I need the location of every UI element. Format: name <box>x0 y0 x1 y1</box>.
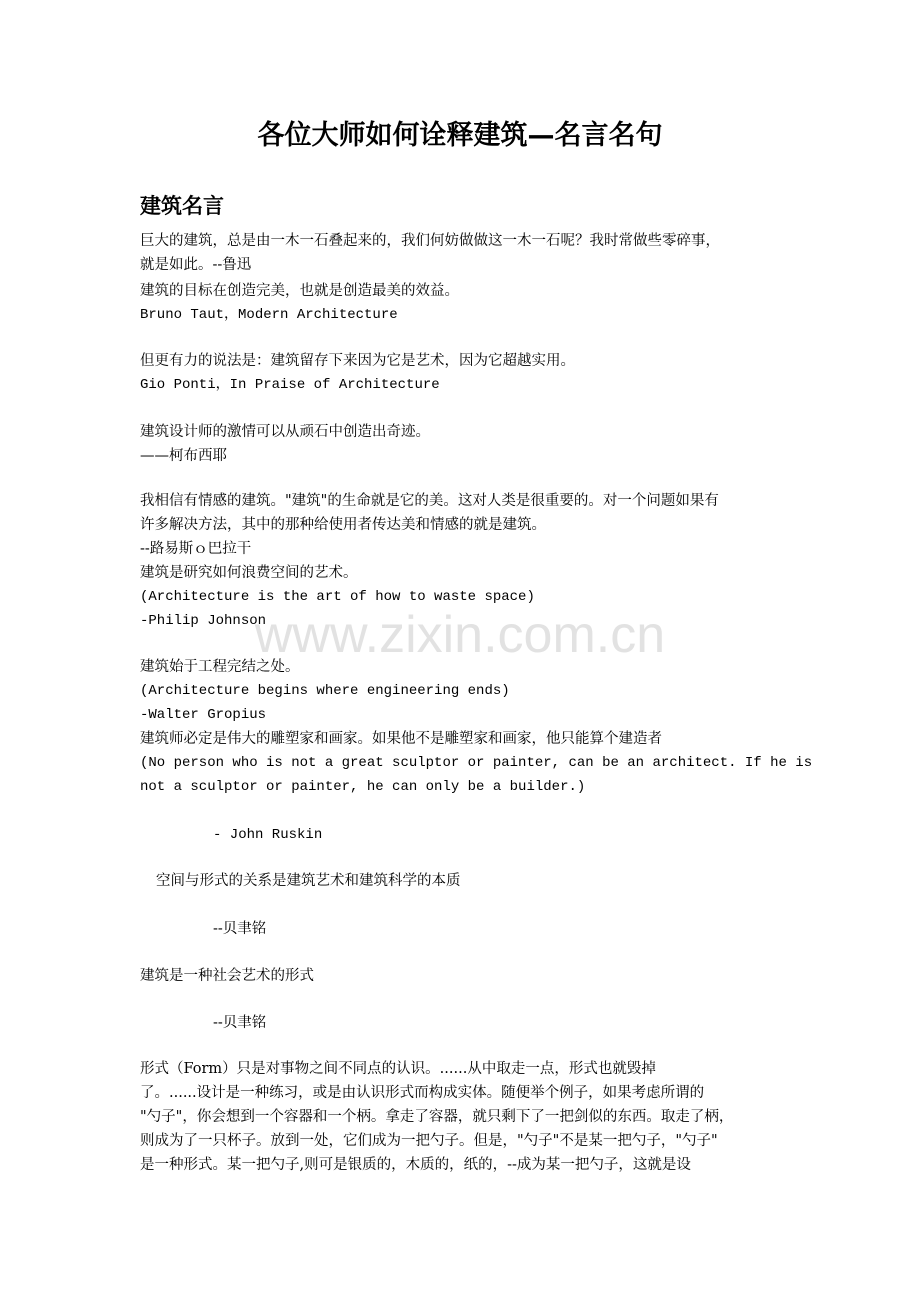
quote-attribution: --贝聿铭 <box>213 1015 267 1031</box>
document-title: 各位大师如何诠释建筑—名言名句 <box>257 120 663 151</box>
quote-attribution: - John Ruskin <box>213 827 323 843</box>
text-line: -Walter Gropius <box>140 707 267 723</box>
text-line: "勺子"，你会想到一个容器和一个柄。拿走了容器，就只剩下了一把剑似的东西。取走了柄， <box>140 1109 734 1125</box>
text-line: 建筑始于工程完结之处。 <box>140 659 300 675</box>
text-line: --路易斯ｏ巴拉干 <box>140 541 252 557</box>
text-line: 但更有力的说法是：建筑留存下来因为它是艺术，因为它超越实用。 <box>140 353 575 369</box>
text-line: 许多解决方法，其中的那种给使用者传达美和情感的就是建筑。 <box>140 517 546 533</box>
text-line: 建筑设计师的激情可以从顽石中创造出奇迹。 <box>140 424 430 440</box>
text-line: 就是如此。--鲁迅 <box>140 257 252 273</box>
text-line: 建筑是一种社会艺术的形式 <box>140 968 314 984</box>
text-line: (No person who is not a great sculptor or painter, can be an architect. If he is <box>140 755 813 771</box>
watermark: www.zixin.com.cn <box>254 606 666 664</box>
quote-attribution: --贝聿铭 <box>213 921 267 937</box>
text-line: 是一种形式。某一把勺子,则可是银质的，木质的，纸的，--成为某一把勺子，这就是设 <box>140 1157 691 1173</box>
text-line: 巨大的建筑，总是由一木一石叠起来的，我们何妨做做这一木一石呢？我时常做些零碎事， <box>140 233 720 249</box>
text-line: 空间与形式的关系是建筑艺术和建筑科学的本质 <box>156 873 461 889</box>
text-line: 建筑是研究如何浪费空间的艺术。 <box>140 565 358 581</box>
text-line: 建筑的目标在创造完美，也就是创造最美的效益。 <box>140 283 459 299</box>
text-line: ——柯布西耶 <box>140 448 227 464</box>
text-line: Bruno Taut，Modern Architecture <box>140 307 398 323</box>
text-line: -Philip Johnson <box>140 613 267 629</box>
text-line: not a sculptor or painter, he can only be a builder.) <box>140 779 586 795</box>
text-line: Gio Ponti，In Praise of Architecture <box>140 377 440 393</box>
text-line: 建筑师必定是伟大的雕塑家和画家。如果他不是雕塑家和画家，他只能算个建造者 <box>140 731 662 747</box>
text-line: 我相信有情感的建筑。"建筑"的生命就是它的美。这对人类是很重要的。对一个问题如果有 <box>140 493 719 509</box>
text-line: (Architecture is the art of how to waste space) <box>140 589 535 605</box>
text-line: 形式（Form）只是对事物之间不同点的认识。......从中取走一点，形式也就毁掉 <box>140 1061 656 1077</box>
text-line: 了。......设计是一种练习，或是由认识形式而构成实体。随便举个例子，如果考虑所谓的 <box>140 1085 705 1101</box>
text-line: (Architecture begins where engineering ends) <box>140 683 510 699</box>
text-line: 则成为了一只杯子。放到一处，它们成为一把勺子。但是，"勺子"不是某一把勺子，"勺子" <box>140 1133 718 1149</box>
section-heading: 建筑名言 <box>140 194 224 218</box>
